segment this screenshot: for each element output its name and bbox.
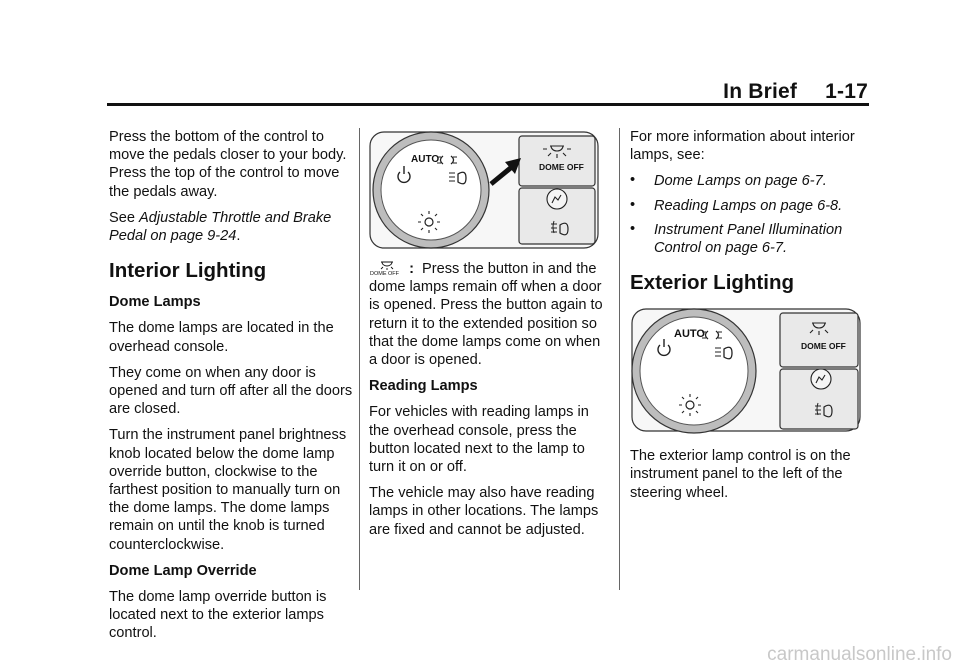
auto-label: AUTO (674, 328, 705, 341)
dome-paragraph-2: They come on when any door is opened and turn off after all the doors are closed. (109, 364, 353, 418)
list-item[interactable]: • Dome Lamps on page 6-7. (630, 172, 870, 190)
more-info-intro: For more information about interior lamps, see: (630, 129, 855, 164)
override-paragraph: The dome lamp override button is located next to the exterior lamps control. (109, 589, 327, 642)
dome-off-button[interactable] (519, 136, 595, 186)
pedal-paragraph: Press the bottom of the control to move the pedals closer to your body. Press the top of the control to move the pedals away. (109, 129, 347, 200)
header-rule (107, 103, 869, 106)
dome-off-icon (369, 260, 405, 276)
lamp-control-figure (369, 128, 601, 250)
reference-list (630, 172, 870, 257)
exterior-lamp-figure (630, 305, 864, 435)
exterior-lighting-heading: Exterior Lighting (630, 271, 794, 295)
watermark: carmanualsonline.info (767, 644, 952, 665)
see-reference: See Adjustable Throttle and Brake Pedal on page 9-24. (109, 209, 332, 245)
dome-lamps-subheading: Dome Lamps (109, 294, 201, 311)
dome-off-label: DOME OFF (539, 162, 584, 172)
brightness-knob-icon (811, 369, 831, 389)
dome-off-button[interactable] (780, 313, 858, 367)
header-section-title: In Brief (723, 80, 798, 103)
brightness-knob-icon (547, 189, 567, 209)
column-divider-2 (619, 128, 620, 590)
dome-off-label: DOME OFF (801, 341, 846, 352)
reading-paragraph-2: The vehicle may also have reading lamps in other locations. The lamps are fixed and cannot be adjusted. (369, 485, 599, 538)
dome-paragraph-1: The dome lamps are located in the overhead console. (109, 320, 334, 355)
pedal-link[interactable]: Adjustable Throttle and Brake Pedal on page 9-24 (109, 209, 332, 245)
page-header (723, 80, 868, 104)
column-2 (369, 128, 609, 547)
auto-label: AUTO (411, 154, 440, 165)
exterior-paragraph: The exterior lamp control is on the instrument panel to the left of the steering wheel. (630, 448, 851, 501)
reading-lamps-subheading: Reading Lamps (369, 378, 478, 395)
dome-paragraph-3: Turn the instrument panel brightness knob located below the dome lamp override button, clockwise to the farthest position to manually turn on the dome lamps. The dome lamps remain on until the knob is turned counterclockwise. (109, 427, 347, 553)
reading-paragraph-1: For vehicles with reading lamps in the overhead console, press the button located next to the lamp to turn it on or off. (369, 404, 589, 476)
list-item[interactable]: • Reading Lamps on page 6-8. (630, 197, 870, 215)
interior-lighting-heading: Interior Lighting (109, 259, 267, 283)
dome-override-subheading: Dome Lamp Override (109, 562, 257, 579)
dome-off-description: DOME OFF : Press the button in and the dome lamps remain off when a door is opened. Press the button again to return it to the extended position so that the dome lamps come on when a door is opened. (369, 261, 603, 369)
column-1 (109, 128, 354, 651)
list-item[interactable]: • Instrument Panel Illumination Control on page 6-7. (630, 221, 870, 257)
column-divider-1 (359, 128, 360, 590)
column-3 (630, 128, 870, 510)
header-page-number: 1-17 (825, 80, 868, 103)
dome-off-icon-label: DOME OFF (370, 271, 400, 276)
